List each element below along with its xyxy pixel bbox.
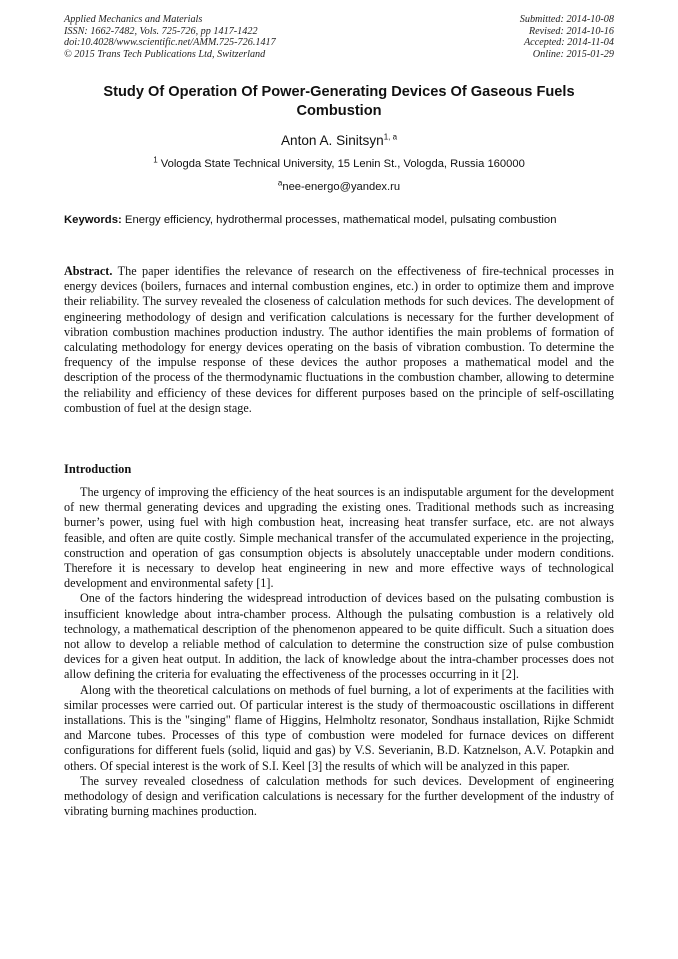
affiliation-text: Vologda State Technical University, 15 Lenin St., Vologda, Russia 160000 [160, 158, 525, 170]
doi-line: doi:10.4028/www.scientific.net/AMM.725-726.1417 [64, 37, 276, 49]
paragraph: The survey revealed closedness of calculation methods for such devices. Development of engineering methodology of design and verification calculations is necessary for the further development of the industry of vibrating burning machines production. [64, 773, 614, 819]
keywords [64, 213, 614, 228]
abstract-label: Abstract. [64, 264, 113, 278]
introduction-body [64, 485, 614, 819]
issn-line: ISSN: 1662-7482, Vols. 725-726, pp 1417-1422 [64, 25, 258, 37]
paragraph: One of the factors hindering the widespread introduction of devices based on the pulsating combustion is insufficient knowledge about intra-chamber process. Although the pulsating combustion is a relatively old technology, a mathematical description of the phenomenon appeared to be quite difficult. Such a situation does not allow to develop a reliable method of calculation to determine the construction size of pulse combustion devices for a given heat output. In addition, the lack of knowledge about the intra-chamber processes does not allow defining the criteria for evaluating the effectiveness of the processes occurring in it [2]. [64, 591, 614, 682]
author-name: Anton A. Sinitsyn [280, 133, 384, 148]
email-superscript: a [277, 178, 283, 188]
affiliation-superscript: 1 [153, 155, 158, 165]
email-text: nee-energo@yandex.ru [282, 181, 401, 193]
paragraph: Along with the theoretical calculations on methods of fuel burning, a lot of experiments at the facilities with similar processes were carried out. Of particular interest is the study of thermoacoustic oscillations in different installations. This is the "singing" flame of Higgins, Helmholtz resonator, Sondhaus installation, Rijke Schmidt and Marcone tubes. Processes of this type of combustion were modeled for furnace devices on different configurations for different fuels (solid, liquid and gas) by V.S. Severianin, B.D. Katznelson, A.V. Potapkin and others. Of special interest is the work of S.I. Keel [3] the results of which will be analyzed in this paper. [64, 682, 614, 773]
abstract-text: The paper identifies the relevance of research on the effectiveness of fire-technical processes in energy devices (boilers, furnaces and internal combustion engines, etc.) in order to optimize them and improve their reliability. The survey revealed the closeness of calculation methods for such devices. The development of engineering methodology of design and verification calculations is necessary for the further development of vibration combustion machines production industry. The author identifies the main problems of formation of calculating methodology for energy devices operating on the basis of vibration combustion. To determine the frequency of the impulse response of these devices the author proposes a mathematical model and the description of the process of the thermodynamic fluctuations in the combustion chamber, allowing to determine the reliability and efficiency of these devices for different purposes based on the principle of self-oscillating combustion of fuel at the design stage. [64, 264, 615, 415]
author-superscript: 1, a [383, 132, 398, 142]
author-email [64, 180, 614, 194]
paper-title: Study Of Operation Of Power-Generating Devices Of Gaseous Fuels Combustion [103, 84, 575, 119]
accepted-date: Accepted: 2014-11-04 [523, 37, 614, 49]
keywords-text: Energy efficiency, hydrothermal processes, mathematical model, pulsating combustion [124, 214, 557, 226]
author-line [64, 133, 614, 149]
header-right [520, 14, 614, 60]
revised-date: Revised: 2014-10-16 [528, 25, 614, 37]
copyright-line: © 2015 Trans Tech Publications Ltd, Switzerland [64, 48, 266, 60]
keywords-label: Keywords: [64, 214, 122, 226]
abstract [64, 264, 614, 416]
paragraph: The urgency of improving the efficiency of the heat sources is an indisputable argument for the development of new thermal generating devices and upgrading the existing ones. Traditional methods such as increasing burner’s power, using fuel with high combustion heat, increasing heat transfer surface, etc. are not always feasible, and often are quite costly. Simple mechanical transfer of the accumulated experience in the projecting, construction and operation of gas consumption objects is absolutely unacceptable under modern conditions. Therefore it is necessary to develop heat engineering in new and more effective ways of technological development and environmental safety [1]. [64, 485, 614, 591]
affiliation [64, 157, 614, 171]
section-heading-introduction: Introduction [64, 462, 132, 476]
header-left [64, 14, 276, 60]
submitted-date: Submitted: 2014-10-08 [519, 14, 614, 25]
online-date: Online: 2015-01-29 [532, 48, 614, 60]
journal-name: Applied Mechanics and Materials [64, 14, 203, 25]
